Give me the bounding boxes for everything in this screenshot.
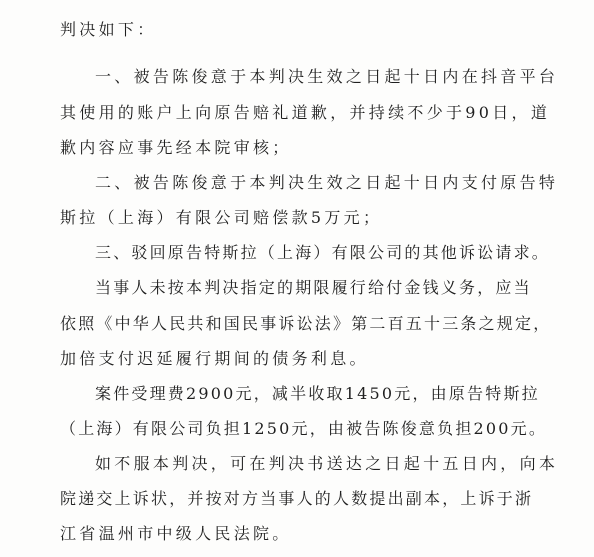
ruling-item-1-line-2: 其使用的账户上向原告赔礼道歉，并持续不少于90日，道 xyxy=(60,103,551,122)
judgment-heading: 判决如下： xyxy=(60,20,157,39)
appeal-notice-line-3: 江省温州市中级人民法院。 xyxy=(60,524,292,543)
payment-notice-line-3: 加倍支付迟延履行期间的债务利息。 xyxy=(60,349,369,368)
appeal-notice-line-2: 院递交上诉状，并按对方当事人的人数提出副本，上诉于浙 xyxy=(60,489,534,508)
ruling-item-2-line-2: 斯拉（上海）有限公司赔偿款5万元； xyxy=(60,208,383,227)
appeal-notice-line-1: 如不服本判决，可在判决书送达之日起十五日内，向本 xyxy=(95,454,559,473)
ruling-item-1-line-3: 歉内容应事先经本院审核； xyxy=(60,138,292,157)
court-fee-line-1: 案件受理费2900元，减半收取1450元，由原告特斯拉 xyxy=(95,384,540,403)
court-fee-line-2: （上海）有限公司负担1250元，由被告陈俊意负担200元。 xyxy=(60,419,548,438)
payment-notice-line-1: 当事人未按本判决指定的期限履行给付金钱义务，应当 xyxy=(95,278,532,297)
ruling-item-1-line-1: 一、被告陈俊意于本判决生效之日起十日内在抖音平台 xyxy=(95,67,559,86)
ruling-item-3-line-1: 三、驳回原告特斯拉（上海）有限公司的其他诉讼请求。 xyxy=(95,243,551,262)
ruling-item-2-line-1: 二、被告陈俊意于本判决生效之日起十日内支付原告特 xyxy=(95,173,559,192)
payment-notice-line-2: 依照《中华人民共和国民事诉讼法》第二百五十三条之规定， xyxy=(60,314,552,333)
